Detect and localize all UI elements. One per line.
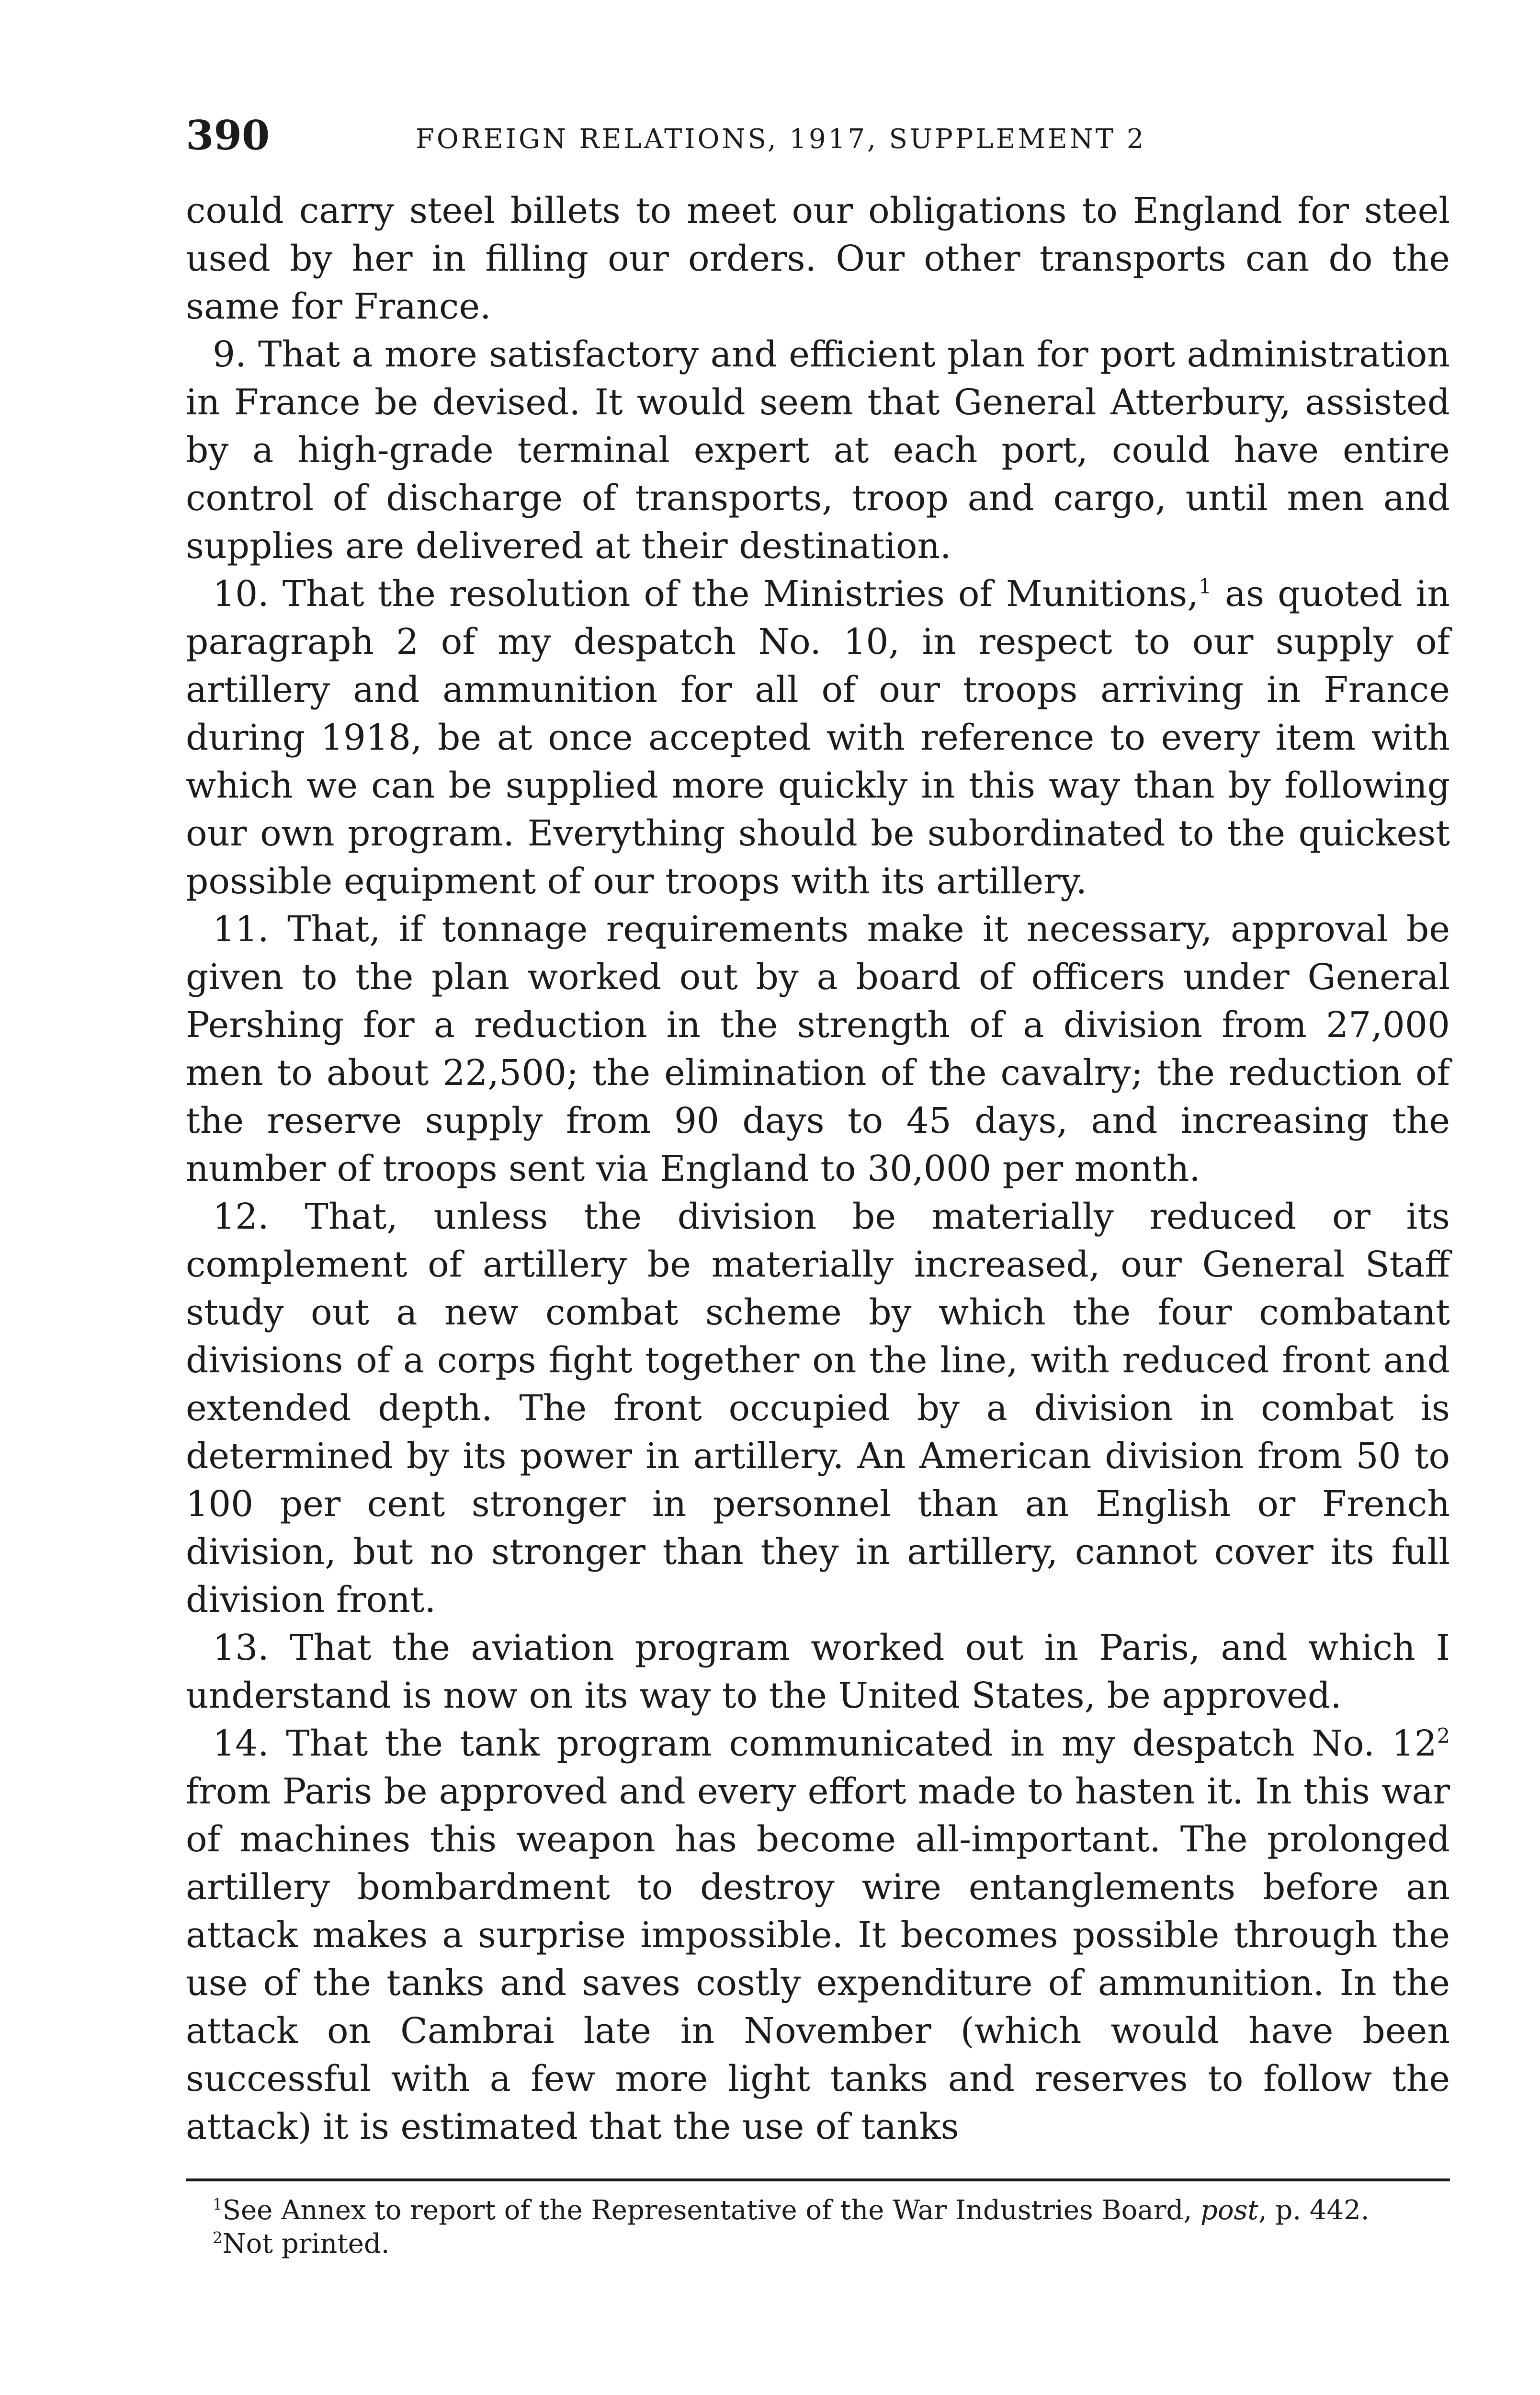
footnote-1-text-end: , p. 442. <box>1258 2195 1370 2226</box>
body-text <box>186 187 1450 2151</box>
footnote-1 <box>186 2194 1450 2227</box>
footnote-2-text: Not printed. <box>222 2228 390 2259</box>
page-number: 390 <box>186 112 270 159</box>
paragraph-10-text-start: 10. That the resolution of the Ministries of Munitions, <box>213 573 1199 615</box>
paragraph-11: 11. That, if tonnage requirements make it necessary, approval be given to the plan worked out by a board of officers under General Pershing for a reduction in the strength of a division from 27,000 men to about 22,500; the elimination of the cavalry; the reduction of the reserve supply from 90 days to 45 days, and increasing the number of troops sent via England to 30,000 per month. <box>186 909 1450 1189</box>
paragraph-14-text-end: from Paris be approved and every effort made to hasten it. In this war of machines this weapon has become all-important. The prolonged artillery bombardment to destroy wire entanglements before an attack makes a surprise impossible. It becomes possible through the use of the tanks and saves costly expenditure of ammunition. In the attack on Cambrai late in November (which would have been successful with a few more light tanks and reserves to follow the attack) it is estimated that the use of tanks <box>186 1771 1450 2147</box>
paragraph-9: 9. That a more satisfactory and efficient plan for port administration in France be devised. It would seem that General Atterbury, assisted by a high-grade terminal expert at each port, could have entire control of discharge of transports, troop and cargo, until men and supplies are delivered at their destination. <box>186 334 1450 567</box>
footnote-2 <box>186 2227 1450 2261</box>
paragraph-14 <box>186 1720 1450 2151</box>
footnote-1-italic: post <box>1200 2195 1258 2226</box>
footnote-2-marker: 2 <box>213 2228 223 2247</box>
footnote-divider <box>186 2178 1450 2181</box>
footnote-reference-1: 1 <box>1198 574 1212 599</box>
footnotes <box>186 2194 1450 2261</box>
paragraph-10 <box>186 570 1450 905</box>
continuation-paragraph: could carry steel billets to meet our obligations to England for steel used by her in filling our orders. Our other transports can do the same for France. <box>186 190 1450 327</box>
footnote-1-text-start: See Annex to report of the Representative of the War Industries Board, <box>222 2195 1201 2226</box>
paragraph-13: 13. That the aviation program worked out in Paris, and which I understand is now on its way to the United States, be approved. <box>186 1627 1450 1716</box>
paragraph-10-text-end: as quoted in paragraph 2 of my despatch No. 10, in respect to our supply of artillery and ammunition for all of our troops arriving in France during 1918, be at once accepted with reference to every item with which we can be supplied more quickly in this way than by following our own program. Everything should be subordinated to the quickest possible equipment of our troops with its artillery. <box>186 573 1450 902</box>
running-head: FOREIGN RELATIONS, 1917, SUPPLEMENT 2 <box>416 124 1146 155</box>
page-header <box>186 109 1450 162</box>
paragraph-12: 12. That, unless the division be materially reduced or its complement of artillery be materially increased, our General Staff study out a new combat scheme by which the four combatant divisions of a corps fight together on the line, with reduced front and extended depth. The front occupied by a division in combat is determined by its power in artillery. An American division from 50 to 100 per cent stronger in personnel than an English or French division, but no stronger than they in artillery, cannot cover its full division front. <box>186 1196 1450 1620</box>
paragraph-14-text-start: 14. That the tank program communicated in my despatch No. 12 <box>213 1723 1437 1764</box>
footnote-1-marker: 1 <box>213 2195 223 2213</box>
footnote-reference-2: 2 <box>1437 1724 1450 1748</box>
